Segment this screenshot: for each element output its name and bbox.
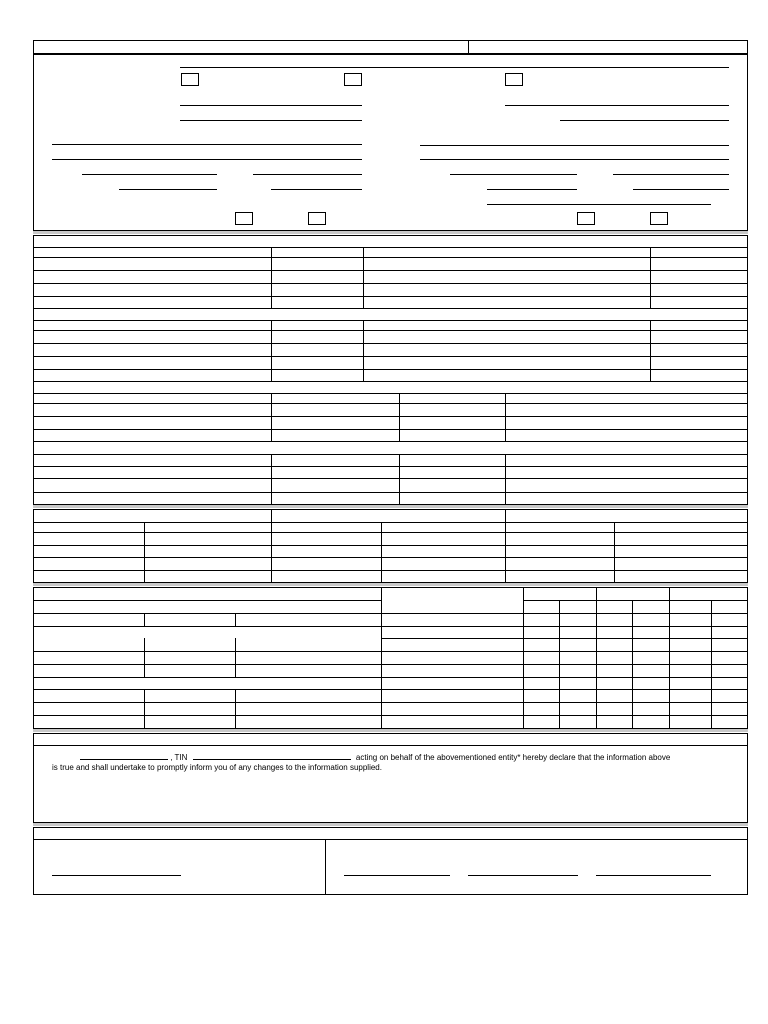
table-c-row-2	[33, 416, 748, 417]
right-table-col-2	[559, 600, 560, 729]
table-a-row-1	[33, 257, 748, 258]
entity-type-checkbox-3[interactable]	[505, 73, 523, 86]
table-b-row-3	[33, 356, 748, 357]
left-table-row-5	[33, 677, 381, 678]
header-divider	[468, 40, 469, 54]
table-c-col-3	[505, 393, 506, 441]
table-d-row-1	[33, 466, 748, 467]
section-separator-2	[33, 505, 748, 508]
table-b-row-2	[33, 343, 748, 344]
right-table-row-3	[381, 651, 748, 652]
left-table-col-1b	[144, 638, 145, 677]
details-col-3	[381, 522, 382, 583]
details-col-4	[505, 509, 506, 583]
left-table-row-2	[33, 626, 381, 627]
split-tables-section	[33, 587, 748, 729]
table-c-row-1	[33, 403, 748, 404]
address-right-line-2[interactable]	[420, 159, 729, 160]
left-table-col-1a	[144, 613, 145, 626]
declaration-section	[33, 733, 748, 823]
tin-field[interactable]	[193, 751, 351, 760]
email-right-field[interactable]	[487, 204, 711, 205]
table-c-row-3	[33, 429, 748, 430]
right-table-row-4	[381, 664, 748, 665]
declaration-line-2	[52, 762, 382, 773]
right-table-col-3	[596, 587, 597, 729]
table-a-row-2	[33, 270, 748, 271]
address-left-line-2[interactable]	[52, 159, 362, 160]
table-d-row-2	[33, 478, 748, 479]
left-table-row-6	[33, 689, 381, 690]
table-b-header-line	[33, 320, 748, 321]
right-table-row-1	[381, 626, 748, 627]
table-a-row-4	[33, 296, 748, 297]
table-d-inline-blank-2[interactable]	[450, 478, 505, 479]
details-table-section	[33, 509, 748, 583]
table-a-col-2	[363, 247, 364, 308]
details-col-5	[614, 522, 615, 583]
right-table-col-6	[711, 600, 712, 729]
form-header	[33, 40, 748, 54]
table-b-row-1	[33, 330, 748, 331]
table-a-row-5	[33, 308, 748, 309]
address-right-line-1[interactable]	[420, 145, 729, 146]
details-col-1	[144, 522, 145, 583]
right-table-col-1	[523, 587, 524, 729]
right-table-row-2	[381, 638, 748, 639]
table-a-col-1	[271, 247, 272, 308]
split-divider	[381, 587, 382, 729]
table-a-header-line	[33, 247, 748, 248]
section-separator-5	[33, 823, 748, 826]
table-d-col-2	[399, 454, 400, 505]
section-separator-4	[33, 729, 748, 732]
signature-field-1[interactable]	[344, 875, 450, 876]
table-b-col-1	[271, 320, 272, 381]
left-table-row-4	[33, 664, 381, 665]
ownership-section	[33, 235, 748, 505]
country-left-field[interactable]	[119, 189, 217, 190]
left-table-col-2c	[235, 689, 236, 729]
declaration-text-2: is true and shall undertake to promptly inform you of any changes to the information supplied.	[52, 763, 382, 772]
table-b-row-5	[33, 381, 748, 382]
left-table-col-2b	[235, 638, 236, 677]
left-table-row-8	[33, 715, 381, 716]
entity-type-checkbox-1[interactable]	[181, 73, 199, 86]
field-right-2[interactable]	[560, 120, 729, 121]
signature-section	[33, 827, 748, 895]
section-separator-3	[33, 583, 748, 586]
right-table-header-line	[381, 613, 748, 614]
table-d-row-3	[33, 492, 748, 493]
signature-field-2[interactable]	[468, 875, 578, 876]
city-left-field[interactable]	[82, 174, 217, 175]
table-c-row-4	[33, 441, 748, 442]
declarant-name-field[interactable]	[80, 751, 168, 760]
right-table-row-5	[381, 677, 748, 678]
right-table-col-5	[669, 587, 670, 729]
table-a-row-3	[33, 283, 748, 284]
right-table-row-7	[381, 702, 748, 703]
right-table-subheader-line	[523, 600, 748, 601]
details-row-3	[33, 557, 748, 558]
zip-right-field[interactable]	[613, 174, 729, 175]
details-row-1	[33, 532, 748, 533]
right-table-row-6	[381, 689, 748, 690]
table-d-header-line	[33, 454, 748, 455]
address-left-line-1[interactable]	[52, 144, 362, 145]
signature-field-3[interactable]	[596, 875, 711, 876]
details-header-line	[33, 522, 748, 523]
details-row-2	[33, 545, 748, 546]
option-checkbox-left-yes[interactable]	[235, 212, 253, 225]
option-checkbox-right-no[interactable]	[650, 212, 668, 225]
table-c-col-1	[271, 393, 272, 441]
table-d-col-3	[505, 454, 506, 505]
details-col-2	[271, 509, 272, 583]
left-table-col-1c	[144, 689, 145, 729]
zip-left-field[interactable]	[253, 174, 362, 175]
field-left-2[interactable]	[180, 120, 362, 121]
phone-right-field[interactable]	[633, 189, 729, 190]
declaration-text-1: acting on behalf of the abovementioned entity* hereby declare that the information above	[355, 753, 671, 762]
table-c-col-2	[399, 393, 400, 441]
declaration-header-line	[33, 745, 748, 746]
field-left-1[interactable]	[180, 105, 362, 106]
table-b-row-4	[33, 369, 748, 370]
table-b-col-2	[363, 320, 364, 381]
signature-field-left[interactable]	[52, 875, 181, 876]
option-checkbox-right-yes[interactable]	[577, 212, 595, 225]
entity-type-checkbox-2[interactable]	[344, 73, 362, 86]
right-table-row-8	[381, 715, 748, 716]
left-table-row-1	[33, 613, 381, 614]
left-table-row-7	[33, 702, 381, 703]
table-b-col-3	[650, 320, 651, 381]
table-d-col-1	[271, 454, 272, 505]
left-table-row-3	[33, 651, 381, 652]
table-c-header-line	[33, 393, 748, 394]
table-a-col-3	[650, 247, 651, 308]
right-table-col-4	[632, 600, 633, 729]
signature-header-line	[33, 839, 748, 840]
left-table-header-line	[33, 600, 381, 601]
entity-name-field[interactable]	[180, 67, 729, 68]
country-right-field[interactable]	[487, 189, 577, 190]
tin-label: , TIN	[170, 753, 188, 762]
left-table-col-2a	[235, 613, 236, 626]
section-separator-1	[33, 231, 748, 234]
details-row-4	[33, 570, 748, 571]
phone-left-field[interactable]	[271, 189, 362, 190]
field-right-1[interactable]	[505, 105, 729, 106]
signature-divider	[325, 839, 326, 895]
table-d-inline-blank-1[interactable]	[217, 478, 271, 479]
city-right-field[interactable]	[450, 174, 577, 175]
option-checkbox-left-no[interactable]	[308, 212, 326, 225]
